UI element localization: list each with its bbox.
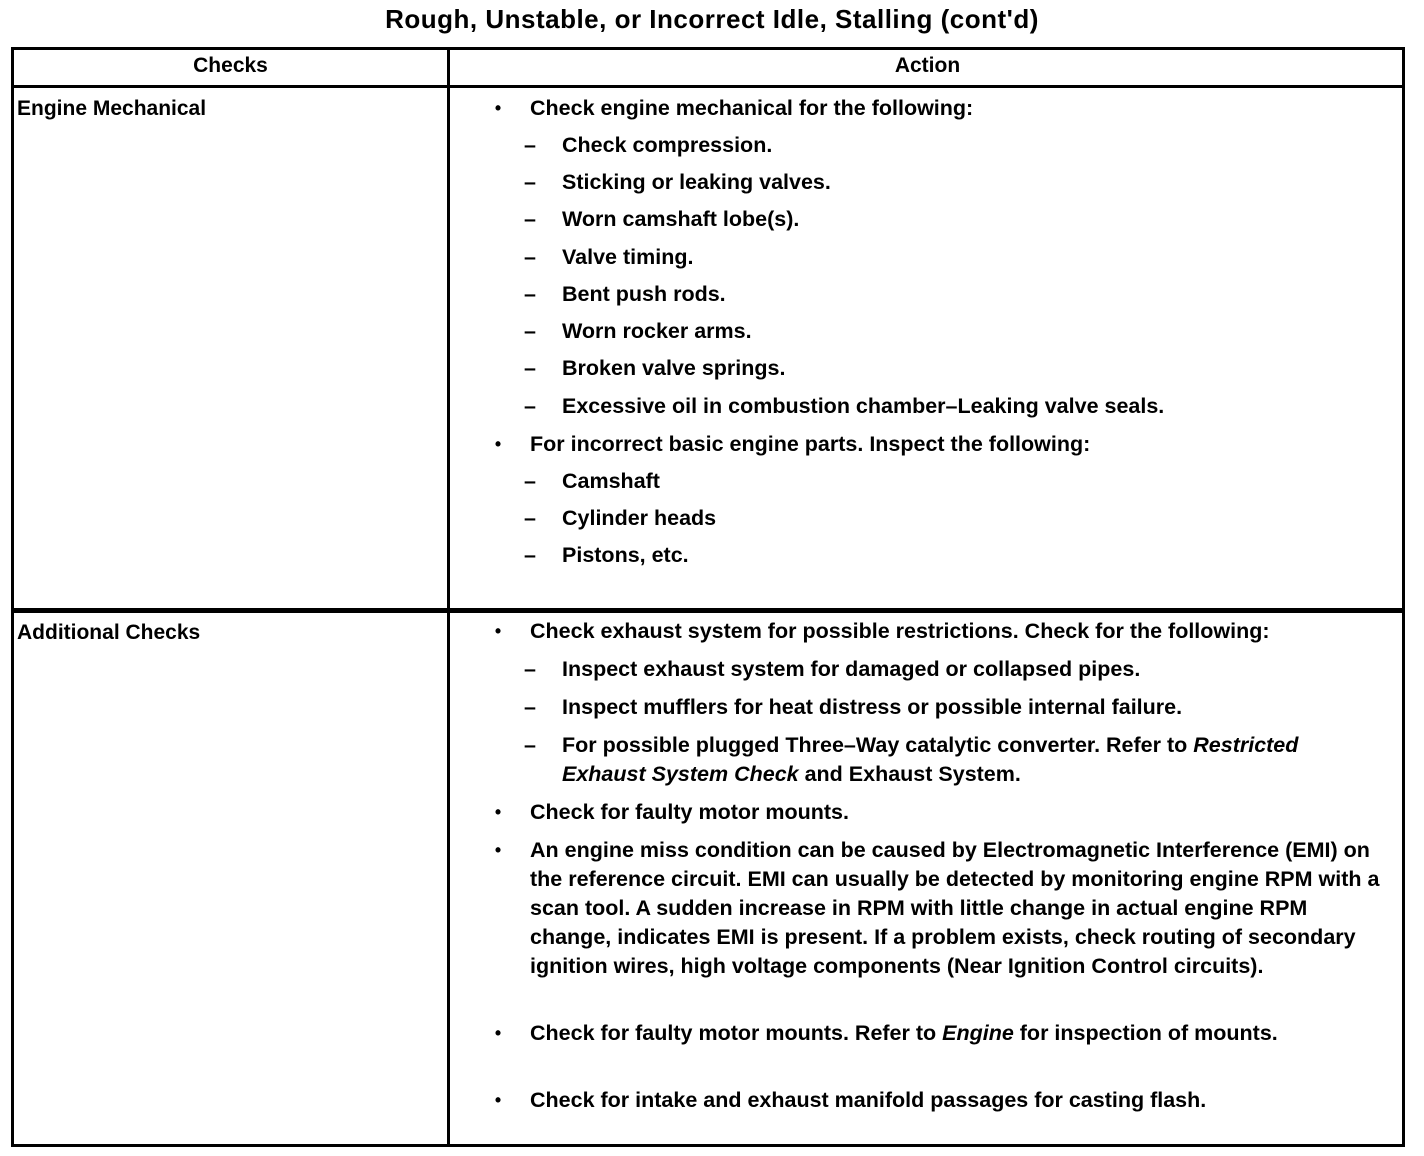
dash-marker: – — [524, 394, 536, 418]
bullet-marker: • — [494, 840, 502, 860]
bullet-marker: • — [494, 802, 502, 822]
list-item: • Check for faulty motor mounts. Refer to Engine for inspection of mounts. — [488, 1019, 1388, 1048]
bullet-marker: • — [494, 98, 502, 118]
dash-marker: – — [524, 657, 536, 681]
dash-marker: – — [524, 506, 536, 530]
list-item: – For possible plugged Three–Way catalytic converter. Refer to Restricted Exhaust System Check and Exhaust System. — [488, 731, 1368, 789]
dash-marker: – — [524, 170, 536, 194]
list-item: – Bent push rods. — [488, 280, 1368, 309]
list-item: – Camshaft — [488, 467, 1368, 496]
header-divider — [14, 85, 1402, 88]
dash-marker: – — [524, 207, 536, 231]
action-column-header: Action — [894, 54, 961, 77]
list-item: • For incorrect basic engine parts. Inspect the following: — [488, 430, 1388, 459]
dash-marker: – — [524, 695, 536, 719]
list-item: • Check engine mechanical for the following: — [488, 94, 1388, 123]
column-divider — [447, 50, 450, 1144]
dash-marker: – — [524, 133, 536, 157]
page-title: Rough, Unstable, or Incorrect Idle, Stalling (cont'd) — [385, 4, 1039, 34]
troubleshooting-table — [11, 47, 1405, 1147]
list-item: – Valve timing. — [488, 243, 1368, 272]
dash-marker: – — [524, 469, 536, 493]
list-item: – Broken valve springs. — [488, 354, 1368, 383]
list-item: • Check for faulty motor mounts. — [488, 798, 1388, 827]
row-divider — [14, 608, 1402, 613]
dash-marker: – — [524, 733, 536, 757]
dash-marker: – — [524, 245, 536, 269]
list-item: – Sticking or leaking valves. — [488, 168, 1368, 197]
bullet-marker: • — [494, 1023, 502, 1043]
checks-column-header: Checks — [193, 54, 268, 77]
list-item: • Check for intake and exhaust manifold passages for casting flash. — [488, 1086, 1388, 1115]
list-item: – Cylinder heads — [488, 504, 1368, 533]
list-item: – Worn camshaft lobe(s). — [488, 205, 1368, 234]
bullet-marker: • — [494, 621, 502, 641]
list-item: – Pistons, etc. — [488, 541, 1368, 570]
list-item: – Inspect exhaust system for damaged or collapsed pipes. — [488, 655, 1368, 684]
list-item: – Check compression. — [488, 131, 1368, 160]
bullet-marker: • — [494, 1090, 502, 1110]
dash-marker: – — [524, 319, 536, 343]
dash-marker: – — [524, 543, 536, 567]
list-item: – Excessive oil in combustion chamber–Leaking valve seals. — [488, 392, 1368, 421]
check-engine-mechanical: Engine Mechanical — [17, 97, 207, 120]
bullet-marker: • — [494, 434, 502, 454]
list-item: • An engine miss condition can be caused by Electromagnetic Interference (EMI) on the reference circuit. EMI can usually be detected by monitoring engine RPM with a scan tool. A sudden increase in RPM with little change in actual engine RPM change, indicates EMI is present. If a problem exists, check routing of secondary ignition wires, high voltage components (Near Ignition Control circuits). — [488, 836, 1388, 981]
list-item: – Worn rocker arms. — [488, 317, 1368, 346]
dash-marker: – — [524, 356, 536, 380]
check-additional-checks: Additional Checks — [17, 621, 201, 644]
list-item: – Inspect mufflers for heat distress or possible internal failure. — [488, 693, 1368, 722]
list-item: • Check exhaust system for possible restrictions. Check for the following: — [488, 617, 1388, 646]
dash-marker: – — [524, 282, 536, 306]
